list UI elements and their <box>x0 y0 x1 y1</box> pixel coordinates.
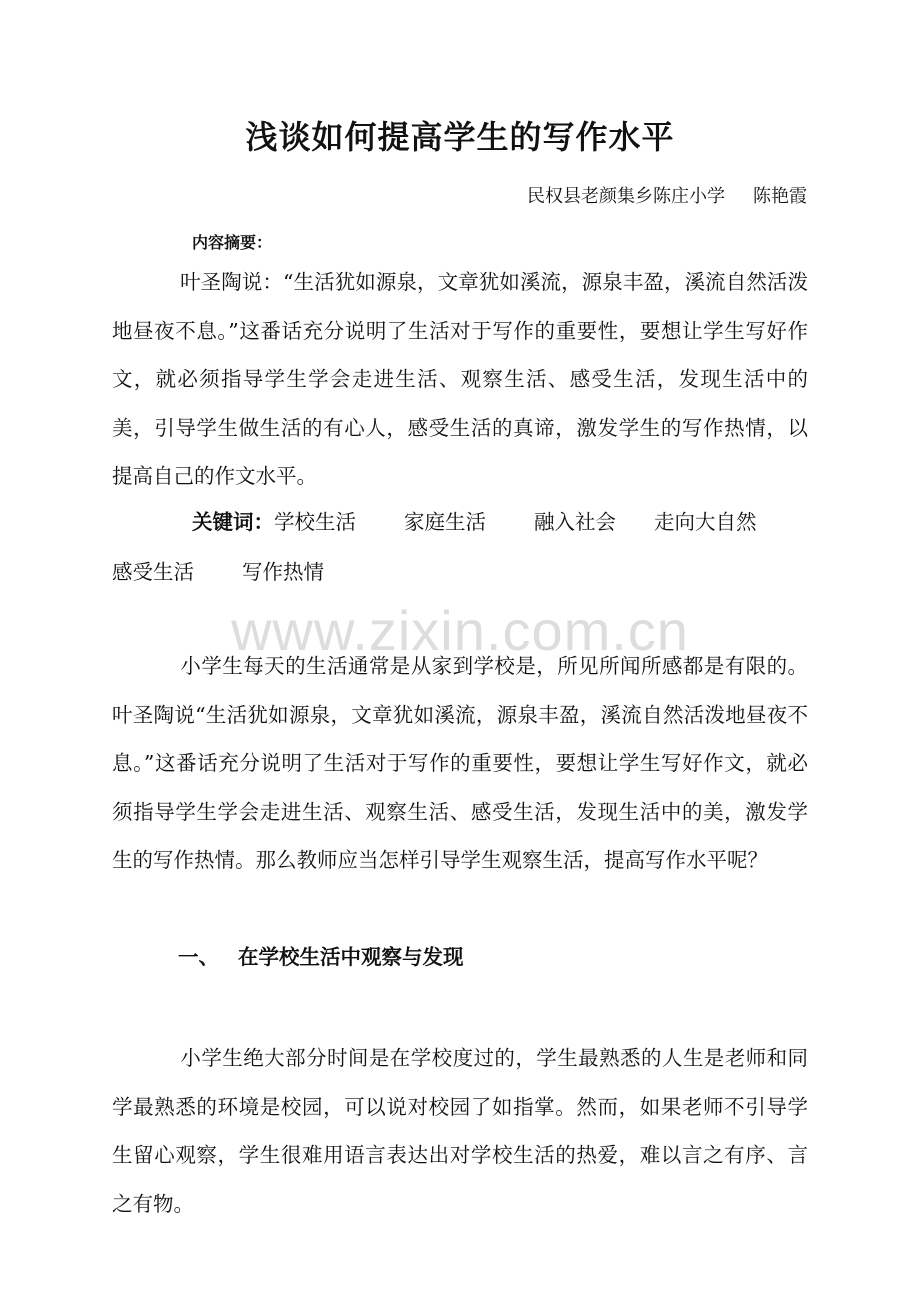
keyword: 学校生活 <box>274 510 356 534</box>
keyword: 融入社会 <box>534 510 616 534</box>
author-line <box>527 183 807 211</box>
section-heading-1 <box>178 939 464 975</box>
keyword: 感受生活 <box>112 560 194 584</box>
abstract-label: 内容摘要： <box>192 233 273 252</box>
keywords-line <box>112 497 808 597</box>
keyword: 家庭生活 <box>404 510 486 534</box>
author-name: 陈艳霞 <box>753 186 807 207</box>
body-paragraph-2: 小学生绝大部分时间是在学校度过的，学生最熟悉的人生是老师和同学最熟悉的环境是校园，可以说对校园了如指掌。然而，如果老师不引导学生留心观察，学生很难用语言表达出对学校生活的热爱，难以言之有序、言之有物。 <box>112 1046 808 1216</box>
section-number: 一、 <box>178 945 219 969</box>
section-title: 在学校生活中观察与发现 <box>238 945 464 969</box>
keyword: 写作热情 <box>242 560 324 584</box>
author-school: 民权县老颜集乡陈庄小学 <box>527 186 725 207</box>
watermark: www.zixin.com.cn <box>231 599 689 662</box>
keywords-label: 关键词： <box>192 510 274 534</box>
abstract-text: 叶圣陶说：“生活犹如源泉，文章犹如溪流，源泉丰盈，溪流自然活泼地昼夜不息。”这番话充分说明了生活对于写作的重要性，要想让学生写好作文，就必须指导学生学会走进生活、观察生活、感受生活，发现生活中的美，引导学生做生活的有心人，感受生活的真谛，激发学生的写作热情，以提高自己的作文水平。 <box>112 270 808 488</box>
body-paragraph-1: 小学生每天的生活通常是从家到学校是，所见所闻所感都是有限的。叶圣陶说“生活犹如源泉，文章犹如溪流，源泉丰盈，溪流自然活泼地昼夜不息。”这番话充分说明了生活对于写作的重要性，要想让学生写好作文，就必须指导学生学会走进生活、观察生活、感受生活，发现生活中的美，激发学生的写作热情。那么教师应当怎样引导学生观察生活，提高写作水平呢？ <box>112 654 808 872</box>
document-title: 浅谈如何提高学生的写作水平 <box>245 118 675 156</box>
keyword: 走向大自然 <box>654 510 757 534</box>
